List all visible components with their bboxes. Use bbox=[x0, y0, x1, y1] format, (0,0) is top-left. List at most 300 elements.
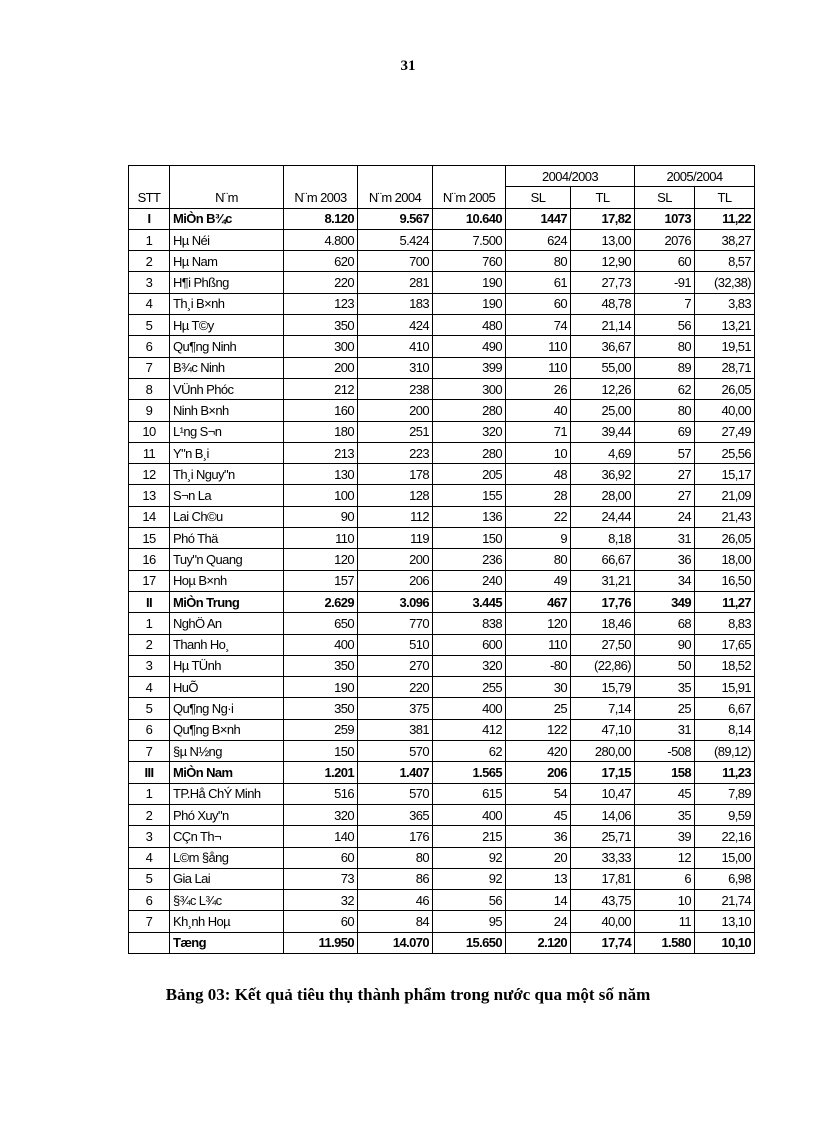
group-row bbox=[129, 591, 755, 612]
year-2005-cell: 600 bbox=[433, 634, 506, 655]
sl-2004-cell: 26 bbox=[506, 378, 571, 399]
header-tl: TL bbox=[695, 187, 755, 208]
tl-2004-cell: 66,67 bbox=[571, 549, 635, 570]
tl-2004-cell: 8,18 bbox=[571, 528, 635, 549]
year-2005-cell: 3.445 bbox=[433, 591, 506, 612]
table-row bbox=[129, 357, 755, 378]
tl-2005-cell: 11,22 bbox=[695, 208, 755, 229]
tl-2005-cell: 26,05 bbox=[695, 528, 755, 549]
stt-cell: 14 bbox=[129, 506, 170, 527]
year-2003-cell: 212 bbox=[284, 378, 358, 399]
sl-2004-cell: 9 bbox=[506, 528, 571, 549]
stt-cell: 2 bbox=[129, 251, 170, 272]
year-2004-cell: 200 bbox=[358, 400, 433, 421]
year-2004-cell: 128 bbox=[358, 485, 433, 506]
year-2004-cell: 1.407 bbox=[358, 762, 433, 783]
year-2004-cell: 570 bbox=[358, 783, 433, 804]
year-2004-cell: 200 bbox=[358, 549, 433, 570]
stt-cell: 17 bbox=[129, 570, 170, 591]
tl-2004-cell: 27,50 bbox=[571, 634, 635, 655]
year-2004-cell: 3.096 bbox=[358, 591, 433, 612]
tl-2005-cell: 6,98 bbox=[695, 868, 755, 889]
year-2005-cell: 255 bbox=[433, 677, 506, 698]
tl-2004-cell: 47,10 bbox=[571, 719, 635, 740]
year-2004-cell: 86 bbox=[358, 868, 433, 889]
sl-2004-cell: 60 bbox=[506, 293, 571, 314]
table-row bbox=[129, 783, 755, 804]
year-2004-cell: 119 bbox=[358, 528, 433, 549]
tl-2004-cell: 24,44 bbox=[571, 506, 635, 527]
stt-cell: 11 bbox=[129, 442, 170, 463]
tl-2004-cell: 28,00 bbox=[571, 485, 635, 506]
year-2005-cell: 280 bbox=[433, 442, 506, 463]
tl-2004-cell: 36,67 bbox=[571, 336, 635, 357]
year-2004-cell: 14.070 bbox=[358, 932, 433, 953]
year-2005-cell: 480 bbox=[433, 315, 506, 336]
sl-2004-cell: 1447 bbox=[506, 208, 571, 229]
year-2005-cell: 92 bbox=[433, 847, 506, 868]
sl-2004-cell: 49 bbox=[506, 570, 571, 591]
tl-2004-cell: 280,00 bbox=[571, 741, 635, 762]
year-2003-cell: 180 bbox=[284, 421, 358, 442]
year-2003-cell: 350 bbox=[284, 655, 358, 676]
tl-2004-cell: 12,26 bbox=[571, 378, 635, 399]
stt-cell: III bbox=[129, 762, 170, 783]
year-2003-cell: 650 bbox=[284, 613, 358, 634]
year-2005-cell: 615 bbox=[433, 783, 506, 804]
tl-2004-cell: 31,21 bbox=[571, 570, 635, 591]
year-2005-cell: 155 bbox=[433, 485, 506, 506]
tl-2004-cell: 4,69 bbox=[571, 442, 635, 463]
sl-2005-cell: -508 bbox=[635, 741, 695, 762]
header-row-2 bbox=[129, 187, 755, 208]
year-2003-cell: 2.629 bbox=[284, 591, 358, 612]
name-cell: Y"n B¸i bbox=[170, 442, 284, 463]
table-row bbox=[129, 528, 755, 549]
header-group-2004-2003: 2004/2003 bbox=[506, 166, 635, 187]
sl-2004-cell: -80 bbox=[506, 655, 571, 676]
year-2005-cell: 136 bbox=[433, 506, 506, 527]
sl-2004-cell: 54 bbox=[506, 783, 571, 804]
header-year-2004: N¨m 2004 bbox=[358, 187, 433, 208]
year-2003-cell: 320 bbox=[284, 804, 358, 825]
tl-2005-cell: 22,16 bbox=[695, 826, 755, 847]
year-2004-cell: 365 bbox=[358, 804, 433, 825]
tl-2005-cell: 13,21 bbox=[695, 315, 755, 336]
sl-2004-cell: 61 bbox=[506, 272, 571, 293]
table-row bbox=[129, 229, 755, 250]
group-row bbox=[129, 762, 755, 783]
sl-2005-cell: 12 bbox=[635, 847, 695, 868]
table-row bbox=[129, 251, 755, 272]
year-2005-cell: 62 bbox=[433, 741, 506, 762]
year-2004-cell: 570 bbox=[358, 741, 433, 762]
sl-2005-cell: 68 bbox=[635, 613, 695, 634]
tl-2005-cell: 8,14 bbox=[695, 719, 755, 740]
year-2005-cell: 215 bbox=[433, 826, 506, 847]
sl-2005-cell: 31 bbox=[635, 719, 695, 740]
table-row bbox=[129, 464, 755, 485]
year-2005-cell: 236 bbox=[433, 549, 506, 570]
year-2004-cell: 770 bbox=[358, 613, 433, 634]
year-2003-cell: 4.800 bbox=[284, 229, 358, 250]
sl-2005-cell: 90 bbox=[635, 634, 695, 655]
year-2003-cell: 123 bbox=[284, 293, 358, 314]
sl-2004-cell: 74 bbox=[506, 315, 571, 336]
table-row bbox=[129, 741, 755, 762]
year-2004-cell: 251 bbox=[358, 421, 433, 442]
table-row bbox=[129, 336, 755, 357]
sl-2004-cell: 40 bbox=[506, 400, 571, 421]
year-2003-cell: 213 bbox=[284, 442, 358, 463]
name-cell: L¹ng S¬n bbox=[170, 421, 284, 442]
tl-2005-cell: 21,09 bbox=[695, 485, 755, 506]
stt-cell: 5 bbox=[129, 868, 170, 889]
year-2005-cell: 280 bbox=[433, 400, 506, 421]
sl-2004-cell: 2.120 bbox=[506, 932, 571, 953]
sl-2004-cell: 80 bbox=[506, 251, 571, 272]
tl-2004-cell: 12,90 bbox=[571, 251, 635, 272]
sl-2004-cell: 36 bbox=[506, 826, 571, 847]
year-2003-cell: 259 bbox=[284, 719, 358, 740]
stt-cell: 1 bbox=[129, 783, 170, 804]
year-2003-cell: 90 bbox=[284, 506, 358, 527]
sl-2005-cell: 35 bbox=[635, 804, 695, 825]
sl-2005-cell: 24 bbox=[635, 506, 695, 527]
year-2005-cell: 10.640 bbox=[433, 208, 506, 229]
table-row bbox=[129, 400, 755, 421]
sl-2005-cell: 69 bbox=[635, 421, 695, 442]
name-cell: Phó Thä bbox=[170, 528, 284, 549]
year-2004-cell: 80 bbox=[358, 847, 433, 868]
sl-2004-cell: 110 bbox=[506, 634, 571, 655]
tl-2005-cell: 38,27 bbox=[695, 229, 755, 250]
year-2005-cell: 490 bbox=[433, 336, 506, 357]
tl-2005-cell: 3,83 bbox=[695, 293, 755, 314]
year-2005-cell: 7.500 bbox=[433, 229, 506, 250]
sl-2005-cell: 56 bbox=[635, 315, 695, 336]
stt-cell: 3 bbox=[129, 655, 170, 676]
tl-2005-cell: 21,43 bbox=[695, 506, 755, 527]
year-2003-cell: 160 bbox=[284, 400, 358, 421]
sl-2005-cell: 50 bbox=[635, 655, 695, 676]
year-2005-cell: 400 bbox=[433, 698, 506, 719]
table-row bbox=[129, 890, 755, 911]
sl-2005-cell: 31 bbox=[635, 528, 695, 549]
header-name: N¨m bbox=[170, 187, 284, 208]
tl-2005-cell: 21,74 bbox=[695, 890, 755, 911]
table-row bbox=[129, 315, 755, 336]
tl-2005-cell: 28,71 bbox=[695, 357, 755, 378]
tl-2004-cell: 7,14 bbox=[571, 698, 635, 719]
name-cell: Qu¶ng Ninh bbox=[170, 336, 284, 357]
year-2004-cell: 510 bbox=[358, 634, 433, 655]
tl-2005-cell: 15,17 bbox=[695, 464, 755, 485]
sl-2005-cell: 57 bbox=[635, 442, 695, 463]
sl-2004-cell: 45 bbox=[506, 804, 571, 825]
stt-cell: 7 bbox=[129, 911, 170, 932]
year-2003-cell: 60 bbox=[284, 911, 358, 932]
year-2004-cell: 381 bbox=[358, 719, 433, 740]
sl-2004-cell: 120 bbox=[506, 613, 571, 634]
name-cell: Hµ TÜnh bbox=[170, 655, 284, 676]
year-2004-cell: 84 bbox=[358, 911, 433, 932]
tl-2004-cell: 15,79 bbox=[571, 677, 635, 698]
year-2003-cell: 32 bbox=[284, 890, 358, 911]
name-cell: Tæng bbox=[170, 932, 284, 953]
tl-2005-cell: 6,67 bbox=[695, 698, 755, 719]
table-row bbox=[129, 847, 755, 868]
tl-2005-cell: 10,10 bbox=[695, 932, 755, 953]
tl-2004-cell: 39,44 bbox=[571, 421, 635, 442]
table-row bbox=[129, 698, 755, 719]
sl-2005-cell: 45 bbox=[635, 783, 695, 804]
year-2005-cell: 56 bbox=[433, 890, 506, 911]
year-2004-cell: 178 bbox=[358, 464, 433, 485]
sl-2004-cell: 25 bbox=[506, 698, 571, 719]
name-cell: NghÖ An bbox=[170, 613, 284, 634]
table-row bbox=[129, 911, 755, 932]
sl-2005-cell: 6 bbox=[635, 868, 695, 889]
sl-2004-cell: 110 bbox=[506, 336, 571, 357]
sl-2005-cell: 80 bbox=[635, 400, 695, 421]
sl-2005-cell: 39 bbox=[635, 826, 695, 847]
tl-2005-cell: 17,65 bbox=[695, 634, 755, 655]
tl-2005-cell: 8,57 bbox=[695, 251, 755, 272]
name-cell: VÜnh Phóc bbox=[170, 378, 284, 399]
sl-2005-cell: 2076 bbox=[635, 229, 695, 250]
page-number: 31 bbox=[400, 58, 416, 74]
year-2003-cell: 157 bbox=[284, 570, 358, 591]
header-blank bbox=[358, 166, 433, 187]
name-cell: MiÒn Nam bbox=[170, 762, 284, 783]
sl-2004-cell: 110 bbox=[506, 357, 571, 378]
tl-2005-cell: 18,00 bbox=[695, 549, 755, 570]
name-cell: Hµ Néi bbox=[170, 229, 284, 250]
sl-2004-cell: 624 bbox=[506, 229, 571, 250]
year-2005-cell: 838 bbox=[433, 613, 506, 634]
header-stt: STT bbox=[129, 187, 170, 208]
year-2003-cell: 110 bbox=[284, 528, 358, 549]
sl-2005-cell: 89 bbox=[635, 357, 695, 378]
header-blank bbox=[284, 166, 358, 187]
stt-cell: II bbox=[129, 591, 170, 612]
sales-table bbox=[128, 165, 755, 954]
year-2004-cell: 183 bbox=[358, 293, 433, 314]
year-2003-cell: 190 bbox=[284, 677, 358, 698]
name-cell: Kh¸nh Hoµ bbox=[170, 911, 284, 932]
year-2003-cell: 11.950 bbox=[284, 932, 358, 953]
header-blank bbox=[170, 166, 284, 187]
year-2005-cell: 760 bbox=[433, 251, 506, 272]
sl-2004-cell: 48 bbox=[506, 464, 571, 485]
year-2005-cell: 320 bbox=[433, 655, 506, 676]
year-2005-cell: 400 bbox=[433, 804, 506, 825]
year-2003-cell: 400 bbox=[284, 634, 358, 655]
year-2005-cell: 205 bbox=[433, 464, 506, 485]
year-2003-cell: 60 bbox=[284, 847, 358, 868]
year-2005-cell: 300 bbox=[433, 378, 506, 399]
sl-2004-cell: 71 bbox=[506, 421, 571, 442]
year-2004-cell: 223 bbox=[358, 442, 433, 463]
year-2003-cell: 350 bbox=[284, 698, 358, 719]
name-cell: S¬n La bbox=[170, 485, 284, 506]
stt-cell: 7 bbox=[129, 357, 170, 378]
year-2004-cell: 206 bbox=[358, 570, 433, 591]
tl-2004-cell: 14,06 bbox=[571, 804, 635, 825]
sl-2005-cell: 27 bbox=[635, 485, 695, 506]
tl-2005-cell: 18,52 bbox=[695, 655, 755, 676]
stt-cell: 13 bbox=[129, 485, 170, 506]
tl-2005-cell: (32,38) bbox=[695, 272, 755, 293]
year-2004-cell: 46 bbox=[358, 890, 433, 911]
year-2004-cell: 700 bbox=[358, 251, 433, 272]
stt-cell: 4 bbox=[129, 847, 170, 868]
tl-2004-cell: 21,14 bbox=[571, 315, 635, 336]
year-2005-cell: 150 bbox=[433, 528, 506, 549]
table-row bbox=[129, 634, 755, 655]
sl-2005-cell: 11 bbox=[635, 911, 695, 932]
header-group-2005-2004: 2005/2004 bbox=[635, 166, 755, 187]
sl-2004-cell: 20 bbox=[506, 847, 571, 868]
stt-cell: 7 bbox=[129, 741, 170, 762]
name-cell: HuÕ bbox=[170, 677, 284, 698]
name-cell: Lai Ch©u bbox=[170, 506, 284, 527]
year-2004-cell: 375 bbox=[358, 698, 433, 719]
name-cell: §µ N½ng bbox=[170, 741, 284, 762]
year-2005-cell: 95 bbox=[433, 911, 506, 932]
name-cell: Thanh Ho¸ bbox=[170, 634, 284, 655]
year-2004-cell: 310 bbox=[358, 357, 433, 378]
header-sl: SL bbox=[635, 187, 695, 208]
stt-cell: 2 bbox=[129, 804, 170, 825]
sl-2004-cell: 30 bbox=[506, 677, 571, 698]
name-cell: MiÒn B¾c bbox=[170, 208, 284, 229]
tl-2004-cell: 43,75 bbox=[571, 890, 635, 911]
year-2003-cell: 73 bbox=[284, 868, 358, 889]
name-cell: Ninh B×nh bbox=[170, 400, 284, 421]
tl-2004-cell: 25,00 bbox=[571, 400, 635, 421]
name-cell: §¾c L¾c bbox=[170, 890, 284, 911]
header-blank bbox=[433, 166, 506, 187]
year-2004-cell: 424 bbox=[358, 315, 433, 336]
year-2004-cell: 176 bbox=[358, 826, 433, 847]
header-year-2003: N¨m 2003 bbox=[284, 187, 358, 208]
tl-2004-cell: 17,81 bbox=[571, 868, 635, 889]
tl-2005-cell: 27,49 bbox=[695, 421, 755, 442]
table-row bbox=[129, 272, 755, 293]
table-row bbox=[129, 868, 755, 889]
tl-2005-cell: 40,00 bbox=[695, 400, 755, 421]
sl-2005-cell: 80 bbox=[635, 336, 695, 357]
table-row bbox=[129, 677, 755, 698]
sl-2005-cell: 60 bbox=[635, 251, 695, 272]
name-cell: CÇn Th¬ bbox=[170, 826, 284, 847]
sl-2004-cell: 28 bbox=[506, 485, 571, 506]
year-2005-cell: 92 bbox=[433, 868, 506, 889]
table-row bbox=[129, 613, 755, 634]
sl-2004-cell: 122 bbox=[506, 719, 571, 740]
tl-2005-cell: 15,00 bbox=[695, 847, 755, 868]
sl-2005-cell: 25 bbox=[635, 698, 695, 719]
tl-2004-cell: 40,00 bbox=[571, 911, 635, 932]
stt-cell: 2 bbox=[129, 634, 170, 655]
table-row bbox=[129, 570, 755, 591]
stt-cell: 9 bbox=[129, 400, 170, 421]
year-2004-cell: 220 bbox=[358, 677, 433, 698]
tl-2005-cell: 11,23 bbox=[695, 762, 755, 783]
tl-2004-cell: 17,76 bbox=[571, 591, 635, 612]
name-cell: Tuy"n Quang bbox=[170, 549, 284, 570]
stt-cell: 6 bbox=[129, 890, 170, 911]
tl-2005-cell: 16,50 bbox=[695, 570, 755, 591]
table-row bbox=[129, 442, 755, 463]
stt-cell: 8 bbox=[129, 378, 170, 399]
sl-2005-cell: 1073 bbox=[635, 208, 695, 229]
tl-2004-cell: 27,73 bbox=[571, 272, 635, 293]
stt-cell: 6 bbox=[129, 336, 170, 357]
stt-cell: 4 bbox=[129, 677, 170, 698]
name-cell: Hoµ B×nh bbox=[170, 570, 284, 591]
sl-2005-cell: 1.580 bbox=[635, 932, 695, 953]
year-2005-cell: 399 bbox=[433, 357, 506, 378]
tl-2004-cell: 17,15 bbox=[571, 762, 635, 783]
year-2003-cell: 350 bbox=[284, 315, 358, 336]
tl-2005-cell: 15,91 bbox=[695, 677, 755, 698]
year-2003-cell: 130 bbox=[284, 464, 358, 485]
stt-cell: 16 bbox=[129, 549, 170, 570]
sl-2005-cell: 349 bbox=[635, 591, 695, 612]
year-2005-cell: 15.650 bbox=[433, 932, 506, 953]
stt-cell: 15 bbox=[129, 528, 170, 549]
sl-2005-cell: 7 bbox=[635, 293, 695, 314]
sl-2004-cell: 206 bbox=[506, 762, 571, 783]
year-2003-cell: 1.201 bbox=[284, 762, 358, 783]
name-cell: Th¸i Nguy"n bbox=[170, 464, 284, 485]
tl-2005-cell: 13,10 bbox=[695, 911, 755, 932]
table-row bbox=[129, 506, 755, 527]
year-2005-cell: 240 bbox=[433, 570, 506, 591]
header-sl: SL bbox=[506, 187, 571, 208]
tl-2005-cell: 8,83 bbox=[695, 613, 755, 634]
sl-2005-cell: 35 bbox=[635, 677, 695, 698]
tl-2004-cell: 25,71 bbox=[571, 826, 635, 847]
stt-cell: 10 bbox=[129, 421, 170, 442]
sl-2004-cell: 13 bbox=[506, 868, 571, 889]
name-cell: Qu¶ng Ng·i bbox=[170, 698, 284, 719]
sl-2005-cell: 62 bbox=[635, 378, 695, 399]
header-row-1 bbox=[129, 166, 755, 187]
tl-2004-cell: 48,78 bbox=[571, 293, 635, 314]
year-2005-cell: 1.565 bbox=[433, 762, 506, 783]
name-cell: Hµ Nam bbox=[170, 251, 284, 272]
tl-2004-cell: (22,86) bbox=[571, 655, 635, 676]
year-2003-cell: 620 bbox=[284, 251, 358, 272]
group-row bbox=[129, 208, 755, 229]
stt-cell bbox=[129, 932, 170, 953]
sl-2005-cell: -91 bbox=[635, 272, 695, 293]
table-row bbox=[129, 826, 755, 847]
table-row bbox=[129, 485, 755, 506]
year-2005-cell: 190 bbox=[433, 293, 506, 314]
table-row bbox=[129, 719, 755, 740]
name-cell: Hµ T©y bbox=[170, 315, 284, 336]
tl-2005-cell: 19,51 bbox=[695, 336, 755, 357]
stt-cell: 1 bbox=[129, 229, 170, 250]
tl-2005-cell: 9,59 bbox=[695, 804, 755, 825]
tl-2005-cell: 7,89 bbox=[695, 783, 755, 804]
year-2003-cell: 300 bbox=[284, 336, 358, 357]
